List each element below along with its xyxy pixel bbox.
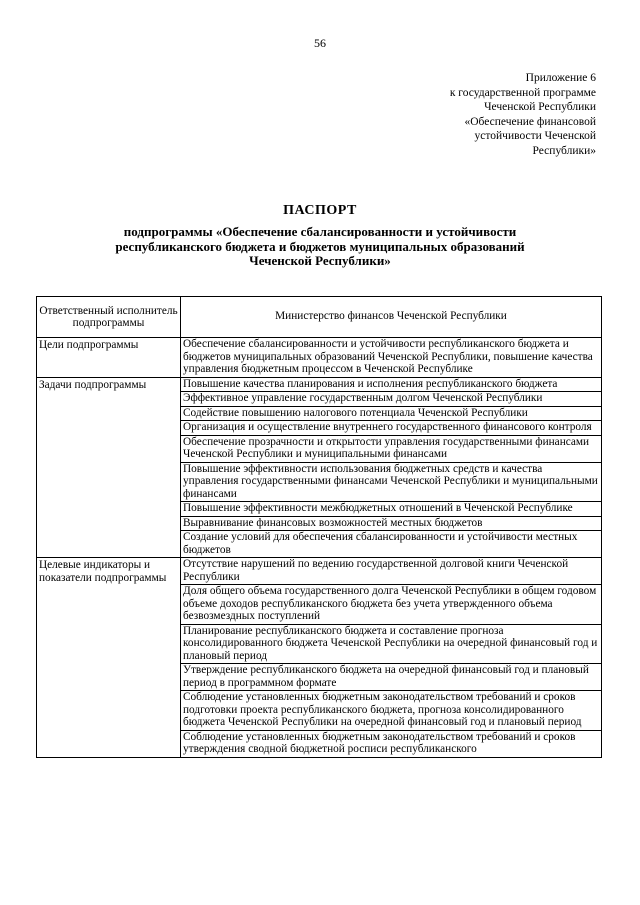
- responsible-value: Министерство финансов Чеченской Республики: [181, 297, 602, 338]
- task-item: Создание условий для обеспечения сбалансированности и устойчивости местных бюджетов: [181, 531, 602, 558]
- appendix-note: [360, 71, 596, 158]
- indicator-item: Доля общего объема государственного долга Чеченской Республики в общем годовом объеме доходов республиканского бюджета без учета утвержденного объема безвозмездных поступлений: [181, 585, 602, 625]
- appendix-line: устойчивости Чеченской: [474, 130, 596, 142]
- appendix-line: Приложение 6: [525, 72, 596, 84]
- subtitle-line: республиканского бюджета и бюджетов муниципальных образований: [115, 238, 525, 254]
- task-item: Повышение эффективности использования бюджетных средств и качества управления государственными финансами Чеченской Республики и муниципальными финансами: [181, 462, 602, 502]
- indicators-label: Целевые индикаторы и показатели подпрограммы: [37, 558, 181, 758]
- task-item: Содействие повышению налогового потенциала Чеченской Республики: [181, 406, 602, 421]
- subtitle-line: Чеченской Республики»: [249, 253, 391, 268]
- indicator-item: Планирование республиканского бюджета и составление прогноза консолидированного бюджета Чеченской Республики на очередной финансовый год и плановый период: [181, 624, 602, 664]
- document-title: ПАСПОРТ: [283, 203, 357, 218]
- goals-label: Цели подпрограммы: [37, 338, 181, 378]
- indicator-item: Отсутствие нарушений по ведению государственной долговой книги Чеченской Республики: [181, 558, 602, 585]
- passport-table: [36, 296, 602, 758]
- indicator-item: Соблюдение установленных бюджетным законодательством требований и сроков утверждения сводной бюджетной росписи республиканского: [181, 730, 602, 757]
- appendix-line: «Обеспечение финансовой: [464, 115, 596, 128]
- indicator-item: Соблюдение установленных бюджетным законодательством требований и сроков подготовки проекта республиканского бюджета, прогноза консолидированного бюджета Чеченской Республики на очередной финансовый год и плановый период: [181, 691, 602, 731]
- task-item: Выравнивание финансовых возможностей местных бюджетов: [181, 516, 602, 531]
- task-item: Эффективное управление государственным долгом Чеченской Республики: [181, 392, 602, 407]
- appendix-line: к государственной программе: [449, 86, 596, 99]
- table-row: [37, 558, 602, 585]
- tasks-label: Задачи подпрограммы: [37, 377, 181, 558]
- appendix-line: Республики»: [532, 144, 596, 157]
- indicator-item: Утверждение республиканского бюджета на очередной финансовый год и плановый период в программном формате: [181, 664, 602, 691]
- table-row: [37, 297, 602, 338]
- table-row: [37, 377, 602, 392]
- task-item: Организация и осуществление внутреннего государственного финансового контроля: [181, 421, 602, 436]
- page-number: 56: [314, 36, 326, 50]
- document-subtitle: [40, 225, 600, 269]
- table-row: [37, 338, 602, 378]
- task-item: Повышение эффективности межбюджетных отношений в Чеченской Республике: [181, 502, 602, 517]
- responsible-label: Ответственный исполнитель подпрограммы: [37, 297, 181, 338]
- document-heading: [40, 203, 600, 269]
- appendix-line: Чеченской Республики: [484, 101, 596, 113]
- task-item: Обеспечение прозрачности и открытости управления государственными финансами Чеченской Республики и муниципальными финансами: [181, 435, 602, 462]
- task-item: Повышение качества планирования и исполнения республиканского бюджета: [181, 377, 602, 392]
- subtitle-line: подпрограммы «Обеспечение сбалансированности и устойчивости: [123, 224, 517, 239]
- goals-value: Обеспечение сбалансированности и устойчивости республиканского бюджета и бюджетов муниципальных образований Чеченской Республики, повышение качества управления бюджетным процессом в Чеченской Республике: [181, 338, 602, 378]
